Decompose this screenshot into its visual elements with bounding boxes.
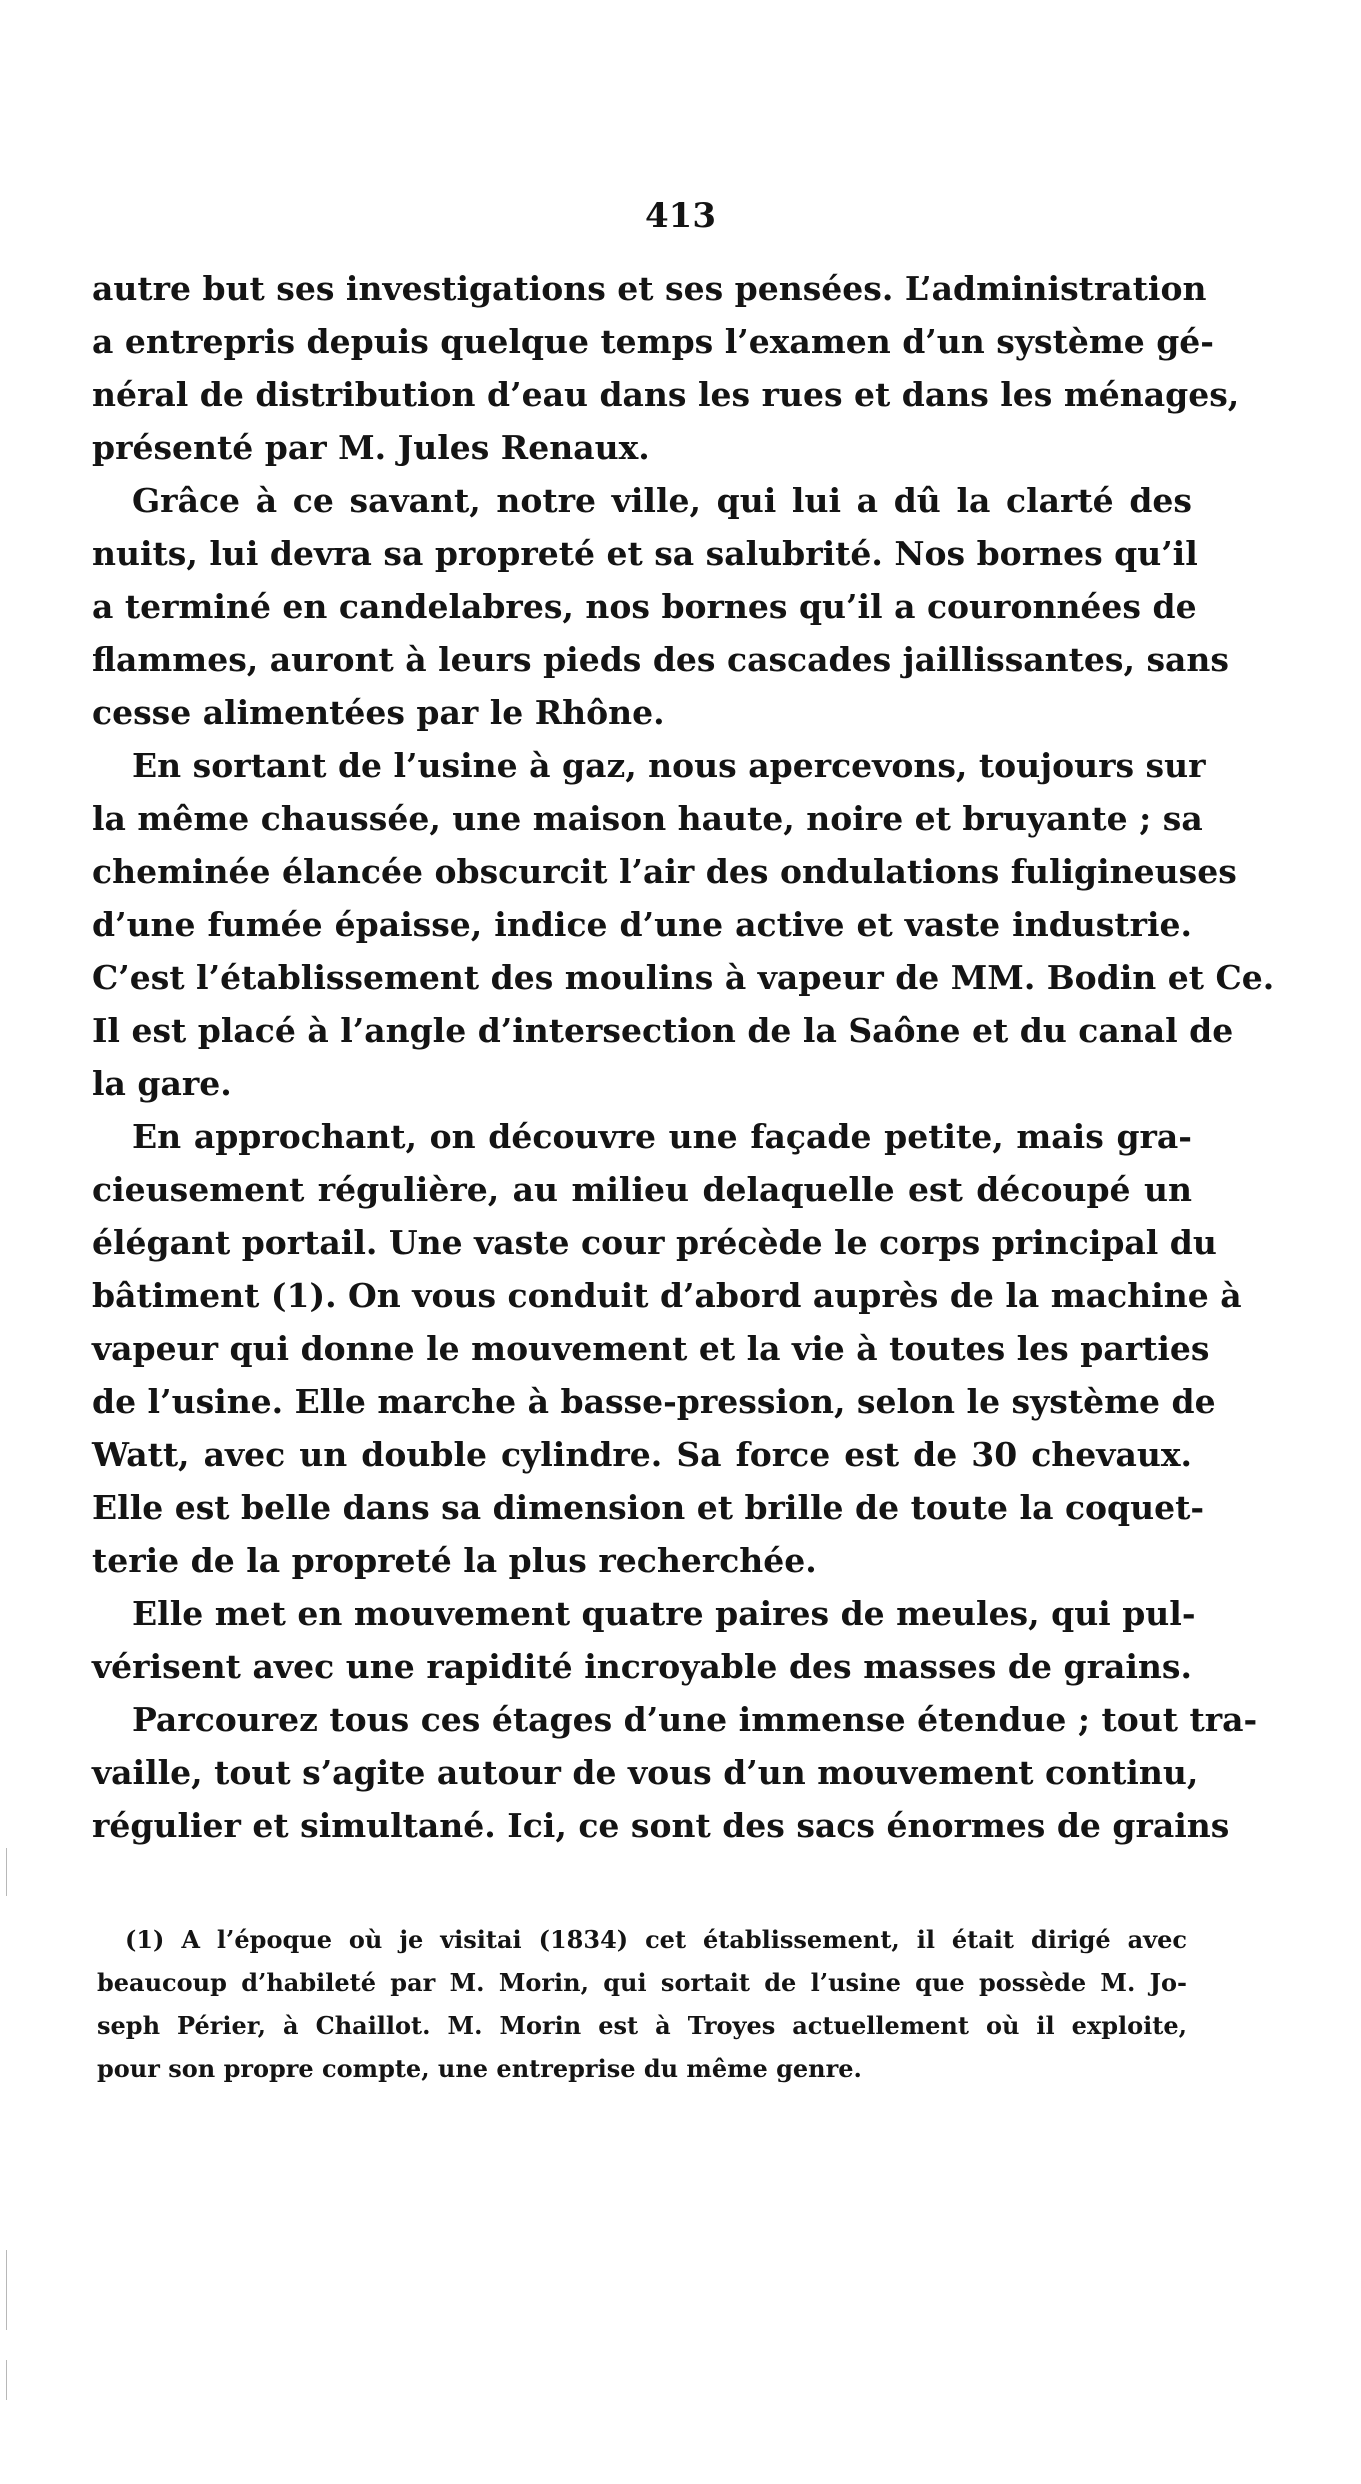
body-line: Il est placé à l’angle d’intersection de la Saône et du canal de — [92, 1011, 1234, 1050]
body-line: Parcourez tous ces étages d’une immense étendue ; tout tra- — [132, 1700, 1258, 1739]
body-line: la gare. — [92, 1064, 232, 1103]
body-line: bâtiment (1). On vous conduit d’abord auprès de la machine à — [92, 1276, 1242, 1315]
footnote-line: pour son propre compte, une entreprise du même genre. — [97, 2054, 862, 2083]
body-line: la même chaussée, une maison haute, noire et bruyante ; sa — [92, 799, 1203, 838]
footnotes — [97, 1918, 1187, 2090]
body-line: cheminée élancée obscurcit l’air des ondulations fuligineuses — [92, 852, 1237, 891]
body-line: En sortant de l’usine à gaz, nous apercevons, toujours sur — [132, 746, 1206, 785]
footnote-line: (1) A l’époque où je visitai (1834) cet établissement, il était dirigé avec — [125, 1925, 1187, 1954]
body-line: autre but ses investigations et ses pensées. L’administration — [92, 269, 1207, 308]
body-line: élégant portail. Une vaste cour précède le corps principal du — [92, 1223, 1217, 1262]
body-line: Watt, avec un double cylindre. Sa force est de 30 chevaux. — [92, 1435, 1192, 1474]
body-line: En approchant, on découvre une façade petite, mais gra- — [132, 1117, 1192, 1156]
body-line: d’une fumée épaisse, indice d’une active et vaste industrie. — [92, 905, 1192, 944]
body-line: régulier et simultané. Ici, ce sont des sacs énormes de grains — [92, 1806, 1230, 1845]
body-line: de l’usine. Elle marche à basse-pression, selon le système de — [92, 1382, 1216, 1421]
body-line: présenté par M. Jules Renaux. — [92, 428, 650, 467]
body-line: terie de la propreté la plus recherchée. — [92, 1541, 817, 1580]
body-line: cieusement régulière, au milieu delaquelle est découpé un — [92, 1170, 1192, 1209]
body-line: Elle est belle dans sa dimension et brille de toute la coquet- — [92, 1488, 1205, 1527]
body-line: C’est l’établissement des moulins à vapeur de MM. Bodin et Ce. — [92, 958, 1275, 997]
footnote-line: beaucoup d’habileté par M. Morin, qui sortait de l’usine que possède M. Jo- — [97, 1968, 1187, 1997]
body-line: Grâce à ce savant, notre ville, qui lui a dû la clarté des — [132, 481, 1192, 520]
body-line: flammes, auront à leurs pieds des cascades jaillissantes, sans — [92, 640, 1229, 679]
footnote-line: seph Périer, à Chaillot. M. Morin est à Troyes actuellement où il exploite, — [97, 2011, 1187, 2040]
scan-margin-mark — [6, 2360, 7, 2400]
body-line: a terminé en candelabres, nos bornes qu’il a couronnées de — [92, 587, 1197, 626]
body-line: cesse alimentées par le Rhône. — [92, 693, 665, 732]
page-number: 413 — [645, 196, 716, 236]
scan-margin-mark — [6, 1848, 7, 1896]
scan-margin-mark — [6, 2250, 7, 2330]
body-line: nuits, lui devra sa propreté et sa salubrité. Nos bornes qu’il — [92, 534, 1198, 573]
body-line: vapeur qui donne le mouvement et la vie à toutes les parties — [92, 1329, 1210, 1368]
body-line: néral de distribution d’eau dans les rues et dans les ménages, — [92, 375, 1240, 414]
body-line: vérisent avec une rapidité incroyable des masses de grains. — [92, 1647, 1192, 1686]
body-line: a entrepris depuis quelque temps l’examen d’un système gé- — [92, 322, 1214, 361]
body-line: Elle met en mouvement quatre paires de meules, qui pul- — [132, 1594, 1196, 1633]
body-line: vaille, tout s’agite autour de vous d’un mouvement continu, — [92, 1753, 1199, 1792]
body-text — [92, 262, 1275, 1852]
